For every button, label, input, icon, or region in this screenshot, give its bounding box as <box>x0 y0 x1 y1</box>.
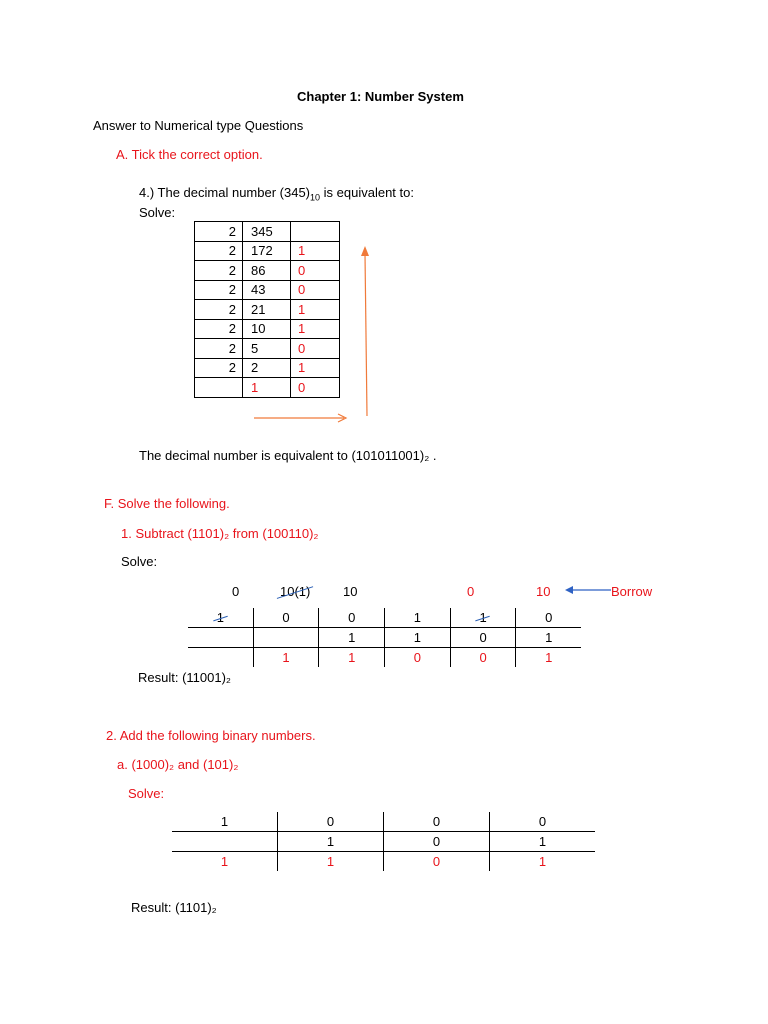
quotient-cell: 5 <box>243 339 291 359</box>
answer-text: The decimal number is equivalent to (101011001)₂ . <box>139 448 437 463</box>
quotient-cell: 43 <box>243 280 291 300</box>
subtraction-digit: 1 <box>348 630 356 645</box>
borrow-0-red: 0 <box>467 584 475 599</box>
addition-cell: 0 <box>490 812 596 832</box>
addition-cell: 0 <box>384 812 490 832</box>
quotient-cell: 21 <box>243 300 291 320</box>
subtraction-digit: 0 <box>479 630 487 645</box>
subtraction-digit: 1 <box>545 650 553 665</box>
up-arrow-line <box>365 254 367 416</box>
addition-cell: 0 <box>384 832 490 852</box>
borrow-label: Borrow <box>611 584 653 599</box>
subtraction-cell <box>188 608 253 628</box>
addition-row <box>172 832 595 852</box>
subtraction-cell <box>253 608 319 628</box>
subtraction-cell <box>516 628 581 648</box>
subtraction-table <box>188 608 581 667</box>
addition-table <box>172 812 595 871</box>
subtraction-cell <box>385 648 451 668</box>
addition-cell: 1 <box>172 812 278 832</box>
subtraction-cell <box>253 628 319 648</box>
solve-label-add: Solve: <box>128 786 165 801</box>
subtraction-cell <box>319 648 385 668</box>
addition-row <box>172 852 595 872</box>
add-sub-heading: a. (1000)₂ and (101)₂ <box>117 757 239 772</box>
subtraction-digit: 1 <box>413 610 422 625</box>
subtraction-row <box>188 608 581 628</box>
subtraction-row <box>188 648 581 668</box>
subtraction-digit: 0 <box>413 650 422 665</box>
up-arrow-head <box>361 246 369 256</box>
divisor-cell: 2 <box>195 339 243 359</box>
subtraction-cell <box>385 608 451 628</box>
addition-cell: 0 <box>384 852 490 872</box>
divisor-cell: 2 <box>195 241 243 261</box>
addition-row <box>172 812 595 832</box>
subtraction-cell <box>450 628 516 648</box>
division-row <box>195 222 340 242</box>
add-result: Result: (1101)₂ <box>131 900 217 915</box>
subtraction-digit: 0 <box>282 610 290 625</box>
remainder-cell: 1 <box>291 358 340 378</box>
question-tail: is equivalent to: <box>320 185 414 200</box>
borrow-0: 0 <box>232 584 240 599</box>
addition-cell: 1 <box>278 832 384 852</box>
addition-cell <box>172 832 278 852</box>
addition-cell: 1 <box>490 852 596 872</box>
quotient-cell: 1 <box>243 378 291 398</box>
solve-label-a: Solve: <box>139 205 176 220</box>
subtraction-row <box>188 628 581 648</box>
divisor-cell: 2 <box>195 358 243 378</box>
page-title: Chapter 1: Number System <box>297 89 464 104</box>
remainder-cell: 0 <box>291 339 340 359</box>
subtraction-cell <box>319 628 385 648</box>
borrow-10-1 <box>280 584 310 599</box>
subtraction-cell <box>319 608 385 628</box>
quotient-cell: 86 <box>243 261 291 281</box>
remainder-cell: 1 <box>291 241 340 261</box>
intro-text: Answer to Numerical type Questions <box>93 118 304 133</box>
borrow-10-a: 10 <box>343 584 358 599</box>
subtraction-cell <box>516 608 581 628</box>
divisor-cell: 2 <box>195 222 243 242</box>
subtraction-digit: 1 <box>545 630 553 645</box>
addition-cell: 0 <box>278 812 384 832</box>
section-a-heading: A. Tick the correct option. <box>116 147 263 162</box>
addition-cell: 1 <box>278 852 384 872</box>
quotient-cell: 10 <box>243 319 291 339</box>
quotient-cell: 172 <box>243 241 291 261</box>
subtract-result: Result: (11001)₂ <box>138 670 231 685</box>
divisor-cell: 2 <box>195 319 243 339</box>
section-f-heading: F. Solve the following. <box>104 496 230 511</box>
question-4 <box>139 185 414 203</box>
subtraction-digit: 1 <box>282 650 290 665</box>
divisor-cell: 2 <box>195 261 243 281</box>
subtraction-cell <box>450 608 516 628</box>
subtraction-cell <box>385 628 451 648</box>
remainder-cell: 0 <box>291 378 340 398</box>
subtraction-cell <box>450 648 516 668</box>
addition-cell: 1 <box>220 854 229 869</box>
subtraction-digit: 1 <box>348 650 356 665</box>
borrow-arrow <box>563 583 613 597</box>
subtraction-digit: 0 <box>545 610 553 625</box>
question-text: 4.) The decimal number (345) <box>139 185 311 200</box>
solve-label-f: Solve: <box>121 554 158 569</box>
divisor-cell: 2 <box>195 300 243 320</box>
remainder-cell <box>291 222 340 242</box>
remainder-cell: 1 <box>291 300 340 320</box>
subtraction-cell <box>253 648 319 668</box>
subtraction-digit: 1 <box>413 630 422 645</box>
borrow-arrow-head <box>565 586 573 594</box>
addition-cell: 1 <box>490 832 596 852</box>
remainder-cell: 0 <box>291 280 340 300</box>
borrow-10-red: 10 <box>536 584 551 599</box>
subtraction-cell <box>516 648 581 668</box>
subtraction-digit: 1 <box>479 610 487 625</box>
divisor-cell <box>195 378 243 398</box>
remainder-cell: 1 <box>291 319 340 339</box>
question-base: 10 <box>310 192 321 203</box>
quotient-cell: 345 <box>243 222 291 242</box>
quotient-cell: 2 <box>243 358 291 378</box>
add-heading: 2. Add the following binary numbers. <box>106 728 316 743</box>
subtract-heading: 1. Subtract (1101)₂ from (100110)₂ <box>121 526 319 541</box>
subtraction-digit: 0 <box>479 650 487 665</box>
reading-arrows <box>240 240 380 430</box>
remainder-cell: 0 <box>291 261 340 281</box>
borrow-10-1-text: 10(1) <box>280 584 311 599</box>
subtraction-cell <box>188 628 253 648</box>
subtraction-digit: 1 <box>216 610 224 625</box>
subtraction-digit: 0 <box>348 610 356 625</box>
subtraction-cell <box>188 648 253 668</box>
divisor-cell: 2 <box>195 280 243 300</box>
